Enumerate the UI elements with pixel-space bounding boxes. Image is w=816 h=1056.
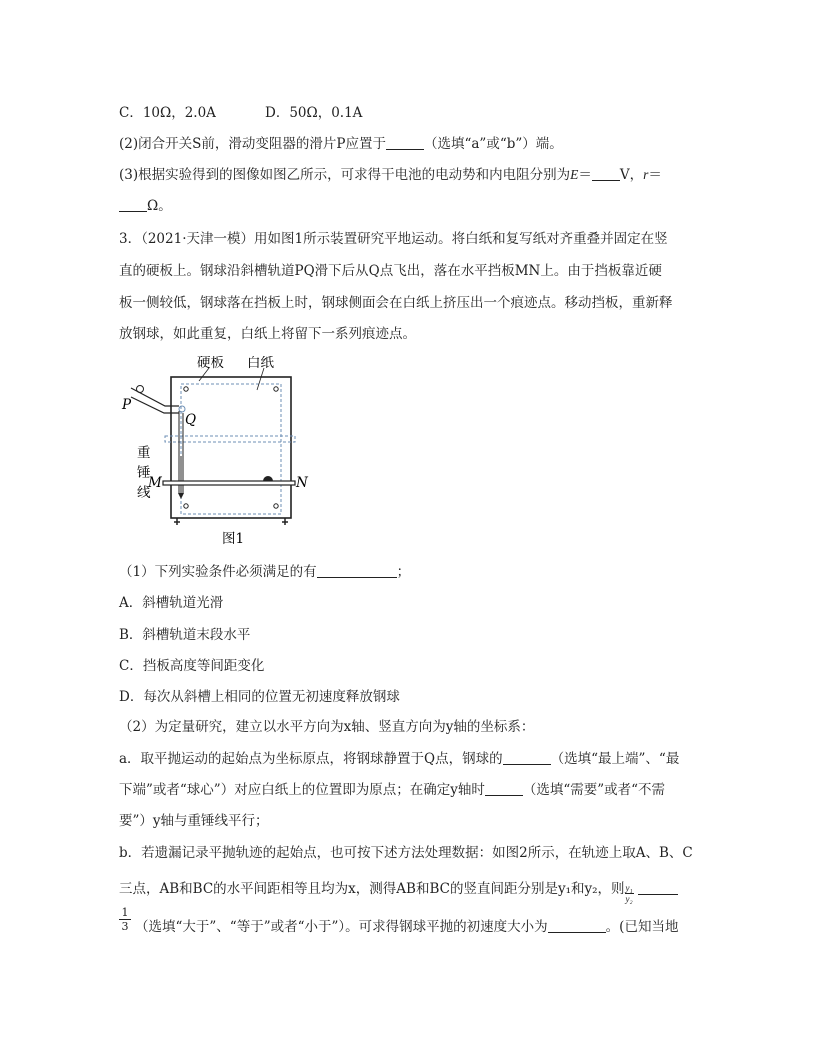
- plate-dashed: [165, 436, 295, 442]
- part-b-line-3: [135, 918, 678, 936]
- question-2-choice: （选填“a”或“b”）端。: [423, 136, 563, 152]
- option-c2: C．挡板高度等间距变化: [119, 658, 265, 674]
- label-line-3: 线: [137, 485, 151, 501]
- part-b-line-1: b．若遗漏记录平抛轨迹的起始点，也可按下述方法处理数据：如图2所示，在轨迹上取A、B、C: [119, 845, 693, 861]
- question-2: [119, 135, 563, 153]
- label-board: 硬板: [197, 356, 224, 371]
- paper-label-leader: [257, 368, 264, 390]
- part-b-line-2: [119, 880, 678, 904]
- label-paper: 白纸: [247, 356, 274, 371]
- answer-blank-r[interactable]: [119, 197, 147, 212]
- figure-caption: 图1: [222, 531, 245, 547]
- label-q: Q: [185, 412, 197, 428]
- sub-question-1: [119, 563, 410, 581]
- part-b-text-4: 。(已知当地: [605, 919, 679, 935]
- white-paper: [181, 384, 281, 514]
- problem-3-line-4: 放钢球，如此重复，白纸上将留下一系列痕迹点。: [119, 326, 416, 342]
- unit-ohm: Ω。: [147, 198, 172, 214]
- label-m: M: [148, 475, 162, 491]
- label-line-1: 重: [137, 445, 151, 461]
- answer-blank[interactable]: [317, 563, 397, 578]
- answer-blank-e[interactable]: [592, 166, 620, 181]
- pin-icon: [184, 504, 188, 508]
- part-a-choice-2: （选填“需要”或者“不需: [522, 782, 666, 798]
- semicolon: ；: [396, 564, 411, 580]
- option-d2: D．每次从斜槽上相同的位置无初速度释放钢球: [119, 689, 400, 705]
- fraction-denominator: y₂: [625, 894, 633, 904]
- fraction-numerator: y₁: [625, 883, 633, 893]
- part-a-text: a．取平抛运动的起始点为坐标原点，将钢球静置于Q点，钢球的: [119, 751, 503, 767]
- answer-blank[interactable]: [548, 918, 606, 933]
- equals-sign: ＝: [578, 167, 592, 183]
- part-a-line-3: 要”）y轴与重锤线平行；: [119, 813, 269, 829]
- unit-volt: V，: [619, 167, 644, 183]
- answer-blank[interactable]: [503, 750, 551, 765]
- option-b: B．斜槽轨道末段水平: [119, 627, 251, 643]
- part-b-text: 三点，AB和BC的水平间距相等且均为x，测得AB和BC的竖直间距分别是y₁和y₂，则: [119, 881, 625, 897]
- figure-1: [119, 356, 309, 551]
- pin-icon: [184, 387, 188, 391]
- fraction-denominator: 3: [121, 920, 129, 933]
- answer-blank[interactable]: [485, 781, 523, 796]
- pin-icon: [274, 504, 278, 508]
- label-p: P: [122, 397, 132, 413]
- question-3-text: (3)根据实验得到的图像如图乙所示，可求得干电池的电动势和内电阻分别为: [119, 167, 571, 183]
- option-d: D．50Ω，0.1A: [265, 105, 363, 121]
- ball-mark: [263, 476, 273, 481]
- problem-3-line-2: 直的硬板上。钢球沿斜槽轨道PQ滑下后从Q点飞出，落在水平挡板MN上。由于挡板靠近硬: [119, 263, 662, 279]
- release-ball: [137, 386, 144, 393]
- part-b-text-3: （选填“大于”、“等于”或者“小于”）。可求得钢球平抛的初速度大小为: [135, 919, 548, 935]
- problem-3-line-3: 板一侧较低，钢球落在挡板上时，钢球侧面会在白纸上挤压出一个痕迹点。移动挡板，重新释: [119, 295, 673, 311]
- label-n: N: [296, 475, 308, 491]
- chute-track: [131, 388, 179, 406]
- symbol-e: E: [570, 167, 579, 182]
- answer-blank[interactable]: [638, 880, 678, 895]
- chute-track-inner: [131, 397, 179, 413]
- ratio-fraction: [625, 883, 634, 904]
- problem-3-line-1: 3．（2021·天津一模）用如图1所示装置研究平地运动。将白纸和复写纸对齐重叠并固定在竖: [119, 231, 668, 247]
- symbol-r: r: [643, 167, 649, 182]
- hard-board: [171, 377, 291, 518]
- one-third-fraction: [119, 906, 131, 933]
- sub-question-2: （2）为定量研究，建立以水平方向为x轴、竖直方向为y轴的坐标系：: [119, 719, 535, 735]
- part-a-line-2: [119, 781, 665, 799]
- option-a: A．斜槽轨道光滑: [119, 595, 224, 611]
- option-c: C．10Ω，2.0A: [119, 105, 216, 121]
- fraction-numerator: 1: [119, 906, 131, 920]
- arrow-down-icon: [178, 493, 184, 499]
- answer-blank[interactable]: [386, 135, 424, 150]
- question-2-text: (2)闭合开关S前，滑动变阻器的滑片P应置于: [119, 136, 386, 152]
- part-a-text-2: 下端”或者“球心”）对应白纸上的位置即为原点；在确定y轴时: [119, 782, 485, 798]
- label-line-2: 锤: [137, 465, 151, 481]
- pin-icon: [274, 387, 278, 391]
- part-a-line-1: [119, 750, 679, 768]
- question-3: [119, 166, 662, 184]
- equals-sign-2: ＝: [648, 167, 662, 183]
- question-3-cont: [119, 197, 172, 215]
- baffle-mn: [163, 481, 295, 485]
- sub-question-1-text: （1）下列实验条件必须满足的有: [119, 564, 317, 580]
- part-a-choice: （选填“最上端”、“最: [550, 751, 680, 767]
